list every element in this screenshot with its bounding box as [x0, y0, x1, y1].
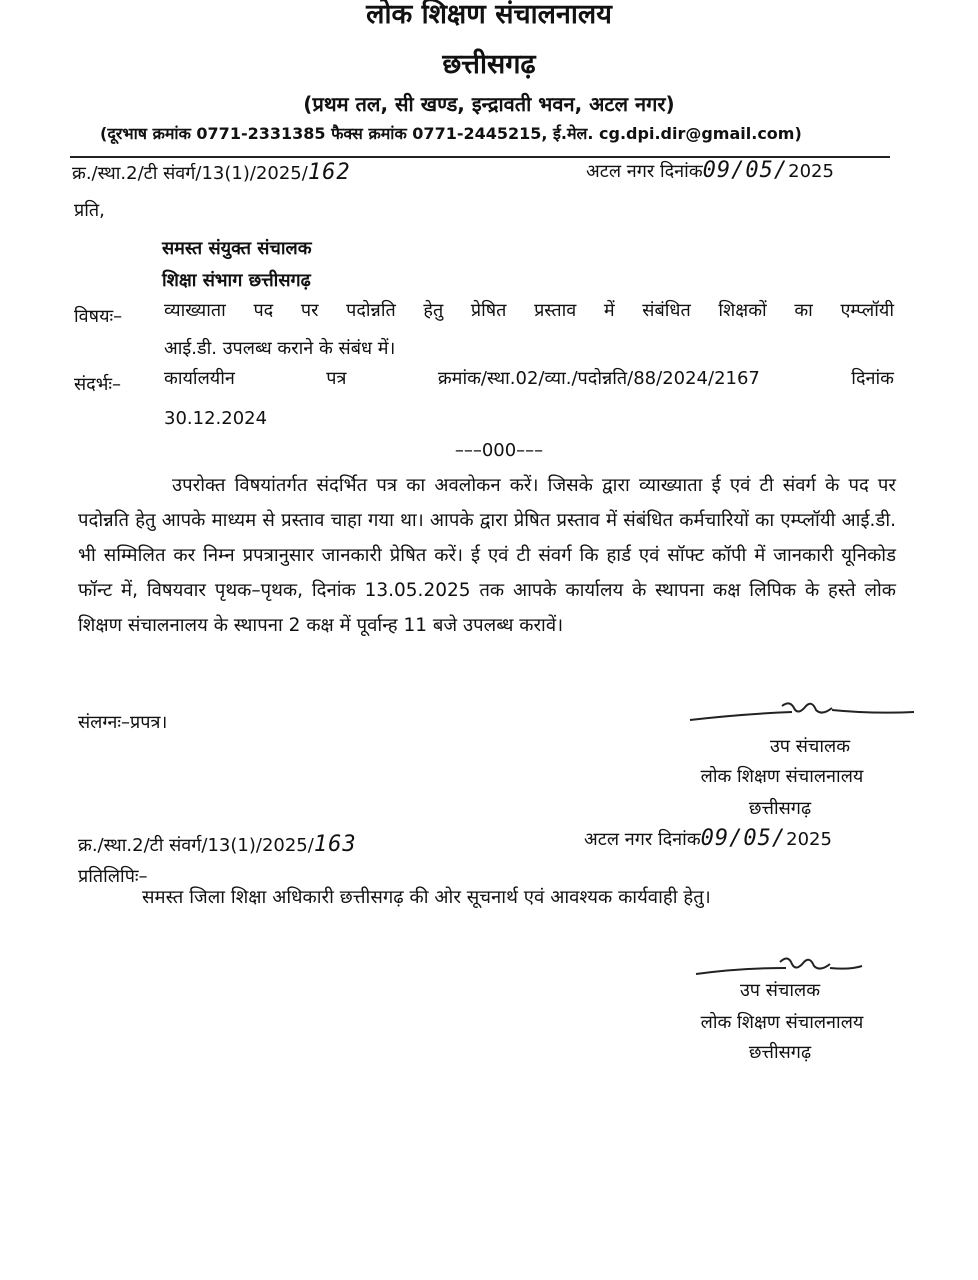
copy-text: समस्त जिला शिक्षा अधिकारी छत्तीसगढ़ की ओर सूचनार्थ एवं आवश्यक कार्यवाही हेतु। — [142, 887, 711, 908]
office-address: (प्रथम तल, सी खण्ड, इन्द्रावती भवन, अटल नगर) — [303, 92, 675, 116]
addressee-line-2: शिक्षा संभाग छत्तीसगढ़ — [162, 270, 311, 291]
body-paragraph — [78, 468, 896, 643]
signature-2-state: छत्तीसगढ़ — [748, 1042, 812, 1063]
separator: –––000––– — [454, 440, 544, 461]
letter-date-1 — [586, 158, 834, 183]
copy-label: प्रतिलिपिः– — [78, 866, 148, 887]
letter-ref-1 — [72, 160, 351, 185]
signature-2-title: उप संचालक — [739, 980, 821, 1001]
subject-label: विषयः– — [74, 306, 123, 327]
date-handwritten: 09/05/ — [700, 826, 787, 851]
ref-number-handwritten: 163 — [313, 832, 357, 857]
ref-prefix: क्र./स्था.2/टी संवर्ग/13(1)/2025/ — [72, 163, 308, 184]
signature-1-office: लोक शिक्षण संचालनालय — [700, 766, 864, 787]
signature-1-state: छत्तीसगढ़ — [748, 798, 812, 819]
body-text: उपरोक्त विषयांतर्गत संदर्भित पत्र का अवलोकन करें। जिसके द्वारा व्याख्याता ई एवं टी संवर्ग के पद पर पदोन्नति हेतु आपके माध्यम से प्रस्ताव चाहा गया था। आपके द्वारा प्रेषित प्रस्ताव में संबंधित कर्मचारियों का एम्प्लॉयी आई.डी. भी सम्मिलित कर निम्न प्रपत्रानुसार जानकारी प्रेषित करें। ई एवं टी संवर्ग कि हार्ड एवं सॉफ्ट कॉपी में जानकारी यूनिकोड फॉन्ट में, विषयवार पृथक–पृथक, दिनांक 13.05.2025 तक आपके कार्यालय के स्थापना कक्ष लिपिक के हस्ते लोक शिक्षण संचालनालय के स्थापना 2 कक्ष में पूर्वान्ह 11 बजे उपलब्ध करावें। — [78, 475, 896, 636]
subject-line-2: आई.डी. उपलब्ध कराने के संबंध में। — [164, 338, 396, 359]
date-prefix: अटल नगर दिनांक — [586, 161, 703, 182]
signature-1-title: उप संचालक — [769, 736, 851, 757]
date-prefix: अटल नगर दिनांक — [584, 829, 701, 850]
ref-number-handwritten: 162 — [307, 160, 351, 185]
contact-line: (दूरभाष क्रमांक 0771-2331385 फैक्स क्रमांक 0771-2445215, ई.मेल. cg.dpi.dir@gmail.com) — [100, 124, 802, 143]
letter-ref-2 — [78, 832, 357, 857]
signature-1-scribble — [682, 696, 922, 732]
date-year: 2025 — [788, 161, 834, 182]
prati-label: प्रति, — [74, 200, 105, 221]
enclosure: संलग्नः–प्रपत्र। — [78, 712, 168, 733]
office-title: लोक शिक्षण संचालनालय — [366, 0, 612, 30]
addressee-line-1: समस्त संयुक्त संचालक — [162, 238, 312, 259]
date-handwritten: 09/05/ — [702, 158, 789, 183]
reference-label: संदर्भः– — [74, 374, 122, 395]
subject-line-1: व्याख्याता पद पर पदोन्नति हेतु प्रेषित प्रस्ताव में संबंधित शिक्षकों का एम्प्लॉयी — [164, 300, 894, 321]
state-title: छत्तीसगढ़ — [442, 49, 536, 80]
signature-2-office: लोक शिक्षण संचालनालय — [700, 1012, 864, 1033]
reference-line-2: 30.12.2024 — [164, 408, 268, 429]
date-year: 2025 — [786, 829, 832, 850]
ref-prefix: क्र./स्था.2/टी संवर्ग/13(1)/2025/ — [78, 835, 314, 856]
reference-line-1: कार्यालयीन पत्र क्रमांक/स्था.02/व्या./पदोन्नति/88/2024/2167 दिनांक — [164, 368, 894, 389]
letter-date-2 — [584, 826, 832, 851]
